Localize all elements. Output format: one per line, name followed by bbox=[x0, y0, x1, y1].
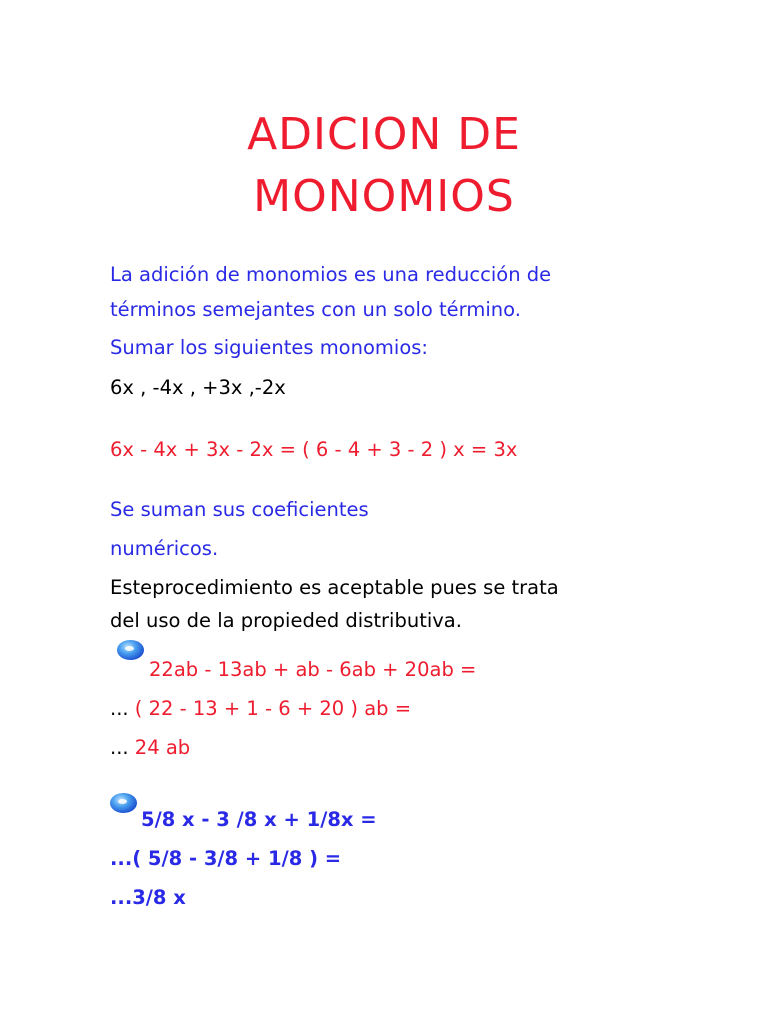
note-line-1: Esteprocedimiento es aceptable pues se trata bbox=[110, 576, 559, 599]
intro-line-2: términos semejantes con un solo término. bbox=[110, 298, 521, 321]
explanation-line-2: numéricos. bbox=[110, 537, 219, 560]
example-2-expansion: ( 22 - 13 + 1 - 6 + 20 ) ab = bbox=[128, 697, 412, 720]
example-2-line-3 bbox=[110, 738, 190, 758]
example-2-line-2 bbox=[110, 699, 411, 719]
title-line-1: ADICION DE bbox=[247, 109, 521, 160]
example-3-line-1: 5/8 x - 3 /8 x + 1/8x = bbox=[141, 808, 377, 831]
bullet-2-icon bbox=[110, 793, 137, 813]
example-3-line-3: ...3/8 x bbox=[110, 886, 186, 909]
intro-line-1: La adición de monomios es una reducción de bbox=[110, 263, 552, 286]
example-2-line-1: 22ab - 13ab + ab - 6ab + 20ab = bbox=[149, 658, 477, 681]
title-line-2: MONOMIOS bbox=[253, 171, 515, 222]
instruction-text: Sumar los siguientes monomios: bbox=[110, 336, 428, 359]
ellipsis-prefix: ... bbox=[110, 736, 129, 759]
explanation-line-1: Se suman sus coeficientes bbox=[110, 498, 369, 521]
example-1-equation: 6x - 4x + 3x - 2x = ( 6 - 4 + 3 - 2 ) x = 3x bbox=[110, 438, 518, 461]
note-line-2: del uso de la propieded distributiva. bbox=[110, 609, 462, 632]
bullet-1-icon bbox=[117, 640, 144, 660]
ellipsis-prefix: ... bbox=[110, 697, 129, 720]
example-3-line-2: ...( 5/8 - 3/8 + 1/8 ) = bbox=[110, 847, 342, 870]
example-2-result: 24 ab bbox=[128, 736, 191, 759]
terms-list: 6x , -4x , +3x ,-2x bbox=[110, 376, 286, 399]
